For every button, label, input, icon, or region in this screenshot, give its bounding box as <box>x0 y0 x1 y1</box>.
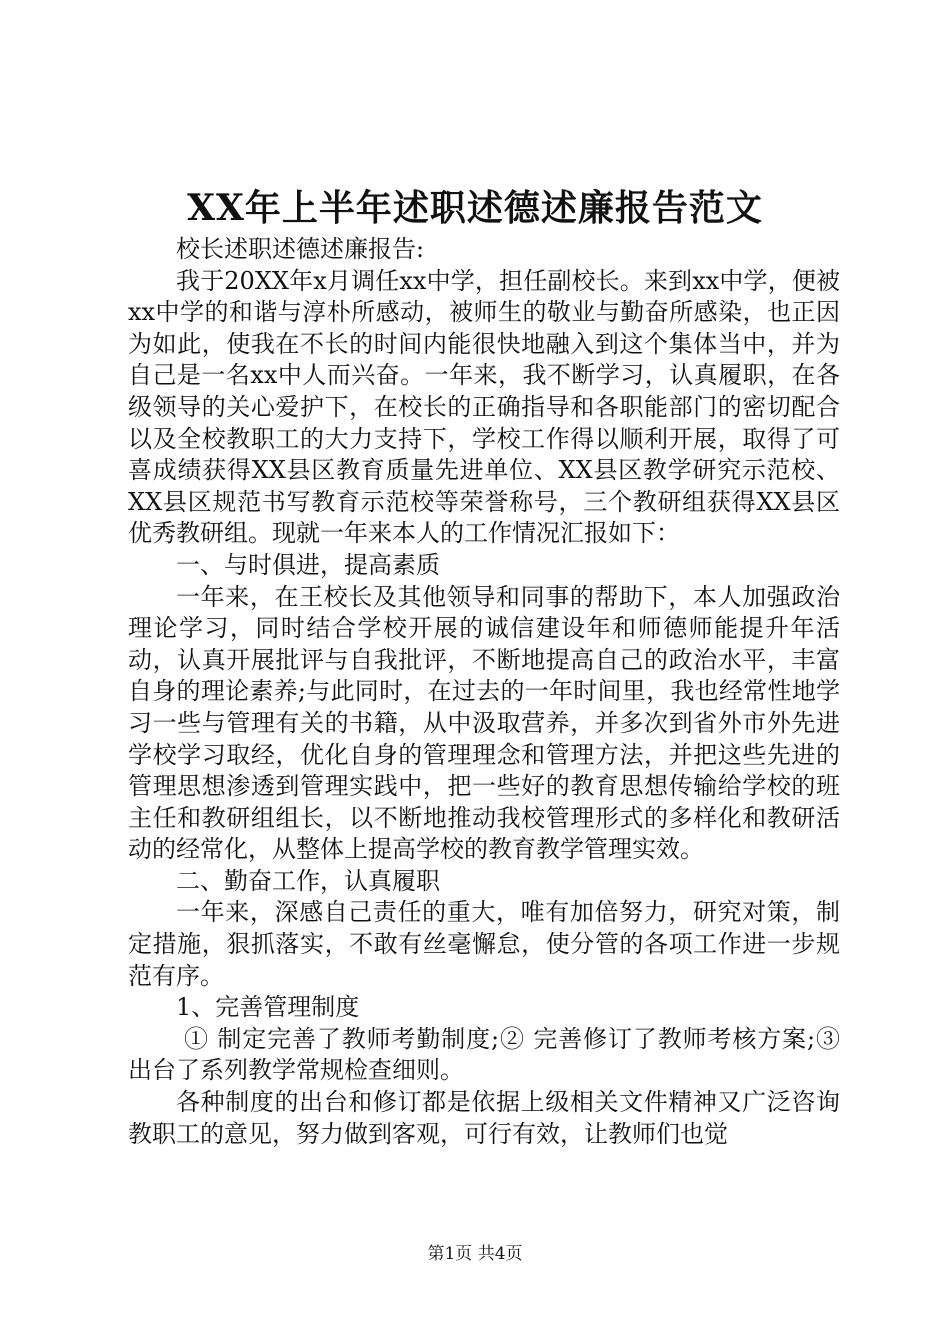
salutation-paragraph: 校长述职述德述廉报告: <box>176 235 425 263</box>
document-body <box>128 234 840 1150</box>
closing-paragraph: 各种制度的出台和修订都是依据上级相关文件精神又广泛咨询教职工的意见，努力做到客观，可行有效，让教师们也觉 <box>128 1088 840 1148</box>
section-heading-1: 一、与时俱进，提高素质 <box>176 550 440 579</box>
document-title: XX年上半年述职述德述廉报告范文 <box>187 187 763 229</box>
measures-paragraph: ① 制定完善了教师考勤制度;② 完善修订了教师考核方案;③ 出台了系列教学常规检查细则。 <box>128 1024 840 1085</box>
intro-paragraph: 我于20XX年x月调任xx中学，担任副校长。来到xx中学，便被xx中学的和谐与淳朴所感动，被师生的敬业与勤奋所感染，也正因为如此，使我在不长的时间内能很快地融入到这个集体当中，并为自己是一名xx中人而兴奋。一年来，我不断学习，认真履职，在各级领导的关心爱护下，在校长的正确指导和各职能部门的密切配合以及全校教职工的大力支持下，学校工作得以顺利开展，取得了可喜成绩获得XX县区教育质量先进单位、XX县区教学研究示范校、XX县区规范书写教育示范校等荣誉称号，三个教研组获得XX县区优秀教研组。现就一年来本人的工作情况汇报如下： <box>128 266 840 548</box>
page-footer: 第1页 共4页 <box>427 1244 523 1264</box>
section-1-paragraph: 一年来，在王校长及其他领导和同事的帮助下，本人加强政治理论学习，同时结合学校开展的诚信建设年和师德师能提升年活动，认真开展批评与自我批评，不断地提高自己的政治水平，丰富自身的理论素养;与此同时，在过去的一年时间里，我也经常性地学习一些与管理有关的书籍，从中汲取营养，并多次到省外市外先进学校学习取经，优化自身的管理理念和管理方法，并把这些先进的管理思想渗透到管理实践中，把一些好的教育思想传输给学校的班主任和教研组组长，以不断地推动我校管理形式的多样化和教研活动的经常化，从整体上提高学校的教育教学管理实效。 <box>128 582 840 864</box>
section-heading-2: 二、勤奋工作，认真履职 <box>176 866 440 895</box>
section-2-paragraph: 一年来，深感自己责任的重大，唯有加倍努力，研究对策，制定措施，狠抓落实，不敢有丝毫懈怠，使分管的各项工作进一步规范有序。 <box>128 898 840 990</box>
subsection-heading-1: 1、完善管理制度 <box>176 993 360 1022</box>
